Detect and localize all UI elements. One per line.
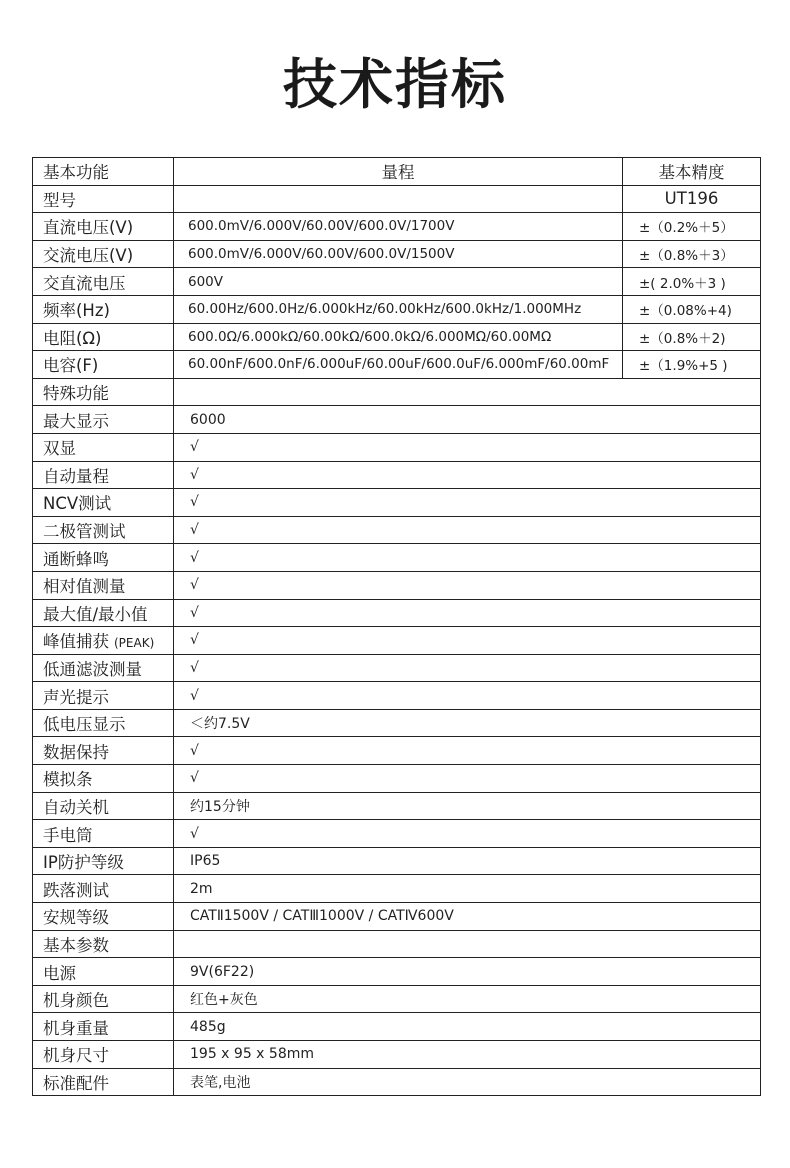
feature-name <box>33 737 174 765</box>
table-row <box>33 351 761 379</box>
feature-name <box>33 406 174 434</box>
measurement-range: 600.0Ω/6.000kΩ/60.00kΩ/600.0kΩ/6.000MΩ/60.00MΩ <box>174 323 623 351</box>
section-row-special <box>33 378 761 406</box>
measurement-range: 600.0mV/6.000V/60.00V/600.0V/1500V <box>174 240 623 268</box>
feature-name-text: 模拟条 <box>43 770 93 790</box>
feature-name-text: 安规等级 <box>43 908 109 928</box>
feature-name-text: IP防护等级 <box>43 853 124 873</box>
feature-name <box>33 516 174 544</box>
table-row <box>33 240 761 268</box>
param-name: 电源 <box>33 958 174 986</box>
measurement-accuracy: ±（0.8%＋2) <box>623 323 761 351</box>
table-row <box>33 1068 761 1096</box>
table-row <box>33 847 761 875</box>
measurement-name: 直流电压(V) <box>33 213 174 241</box>
feature-value: √ <box>174 654 761 682</box>
table-row <box>33 544 761 572</box>
feature-value: √ <box>174 737 761 765</box>
feature-value: √ <box>174 433 761 461</box>
table-row <box>33 654 761 682</box>
feature-value: 2m <box>174 875 761 903</box>
feature-value: √ <box>174 571 761 599</box>
table-row <box>33 516 761 544</box>
page-title: 技术指标 <box>283 53 507 116</box>
feature-name <box>33 627 174 655</box>
feature-value: √ <box>174 627 761 655</box>
param-name: 机身尺寸 <box>33 1041 174 1069</box>
measurement-accuracy: ±（0.2%＋5） <box>623 213 761 241</box>
feature-name <box>33 875 174 903</box>
feature-name-text: 峰值捕获 <box>43 632 109 652</box>
param-value: 9V(6F22) <box>174 958 761 986</box>
feature-name-text: 自动关机 <box>43 797 109 817</box>
param-name: 机身重量 <box>33 1013 174 1041</box>
feature-name-suffix: (PEAK) <box>114 636 155 651</box>
model-empty-cell <box>174 185 623 213</box>
measurement-accuracy: ±（0.8%＋3） <box>623 240 761 268</box>
measurement-name: 电阻(Ω) <box>33 323 174 351</box>
header-range: 量程 <box>174 158 623 186</box>
table-row <box>33 213 761 241</box>
table-row <box>33 295 761 323</box>
feature-name <box>33 709 174 737</box>
measurement-name: 电容(F) <box>33 351 174 379</box>
measurement-range: 600.0mV/6.000V/60.00V/600.0V/1700V <box>174 213 623 241</box>
param-name: 机身颜色 <box>33 985 174 1013</box>
feature-name <box>33 903 174 931</box>
table-row <box>33 433 761 461</box>
feature-value: √ <box>174 682 761 710</box>
model-label: 型号 <box>33 185 174 213</box>
feature-name <box>33 765 174 793</box>
section-row-basic <box>33 930 761 958</box>
feature-value: √ <box>174 820 761 848</box>
table-row <box>33 682 761 710</box>
feature-name-text: 低通滤波测量 <box>43 659 142 679</box>
table-row <box>33 268 761 296</box>
table-row <box>33 875 761 903</box>
table-row <box>33 903 761 931</box>
table-header-row <box>33 158 761 186</box>
feature-name-text: 低电压显示 <box>43 715 126 735</box>
feature-value: √ <box>174 544 761 572</box>
section-empty-cell <box>174 930 761 958</box>
table-row <box>33 709 761 737</box>
measurement-name: 交流电压(V) <box>33 240 174 268</box>
measurement-range: 60.00Hz/600.0Hz/6.000kHz/60.00kHz/600.0kHz/1.000MHz <box>174 295 623 323</box>
feature-name <box>33 682 174 710</box>
param-value: 表笔,电池 <box>174 1068 761 1096</box>
measurement-name: 交直流电压 <box>33 268 174 296</box>
feature-name-text: 跌落测试 <box>43 880 109 900</box>
param-value: 红色+灰色 <box>174 985 761 1013</box>
feature-value: √ <box>174 489 761 517</box>
feature-value: √ <box>174 461 761 489</box>
feature-name <box>33 654 174 682</box>
feature-value: CATⅡ1500V / CATⅢ1000V / CATⅣ600V <box>174 903 761 931</box>
param-value: 485g <box>174 1013 761 1041</box>
header-accuracy: 基本精度 <box>623 158 761 186</box>
table-row <box>33 958 761 986</box>
feature-value: √ <box>174 765 761 793</box>
feature-name <box>33 847 174 875</box>
measurement-name: 频率(Hz) <box>33 295 174 323</box>
measurement-range: 600V <box>174 268 623 296</box>
table-row <box>33 571 761 599</box>
feature-name <box>33 433 174 461</box>
feature-value: 约15分钟 <box>174 792 761 820</box>
measurement-range: 60.00nF/600.0nF/6.000uF/60.00uF/600.0uF/6.000mF/60.00mF <box>174 351 623 379</box>
model-row <box>33 185 761 213</box>
table-row <box>33 792 761 820</box>
feature-name-text: 二极管测试 <box>43 522 126 542</box>
section-label-special: 特殊功能 <box>33 378 174 406</box>
feature-name-text: 自动量程 <box>43 466 109 486</box>
table-row <box>33 985 761 1013</box>
feature-value: √ <box>174 599 761 627</box>
measurement-accuracy: ±( 2.0%＋3 ) <box>623 268 761 296</box>
feature-name <box>33 792 174 820</box>
table-row <box>33 406 761 434</box>
feature-name-text: 最大显示 <box>43 411 109 431</box>
feature-name <box>33 571 174 599</box>
measurement-accuracy: ±（0.08%+4) <box>623 295 761 323</box>
feature-value: √ <box>174 516 761 544</box>
table-row <box>33 599 761 627</box>
param-value: 195 x 95 x 58mm <box>174 1041 761 1069</box>
feature-name-text: 最大值/最小值 <box>43 604 148 624</box>
feature-name-text: 声光提示 <box>43 687 109 707</box>
feature-name <box>33 489 174 517</box>
table-row <box>33 461 761 489</box>
spec-table <box>32 157 761 1096</box>
feature-value: ＜约7.5V <box>174 709 761 737</box>
feature-name-text: 通断蜂鸣 <box>43 549 109 569</box>
feature-name-text: 双显 <box>43 439 76 459</box>
table-row <box>33 489 761 517</box>
table-row <box>33 1041 761 1069</box>
table-row <box>33 323 761 351</box>
table-row <box>33 820 761 848</box>
table-row <box>33 765 761 793</box>
table-row <box>33 737 761 765</box>
feature-name <box>33 544 174 572</box>
feature-value: 6000 <box>174 406 761 434</box>
section-empty-cell <box>174 378 761 406</box>
feature-value: IP65 <box>174 847 761 875</box>
feature-name <box>33 820 174 848</box>
section-label-basic: 基本参数 <box>33 930 174 958</box>
table-row <box>33 1013 761 1041</box>
feature-name-text: 手电筒 <box>43 825 93 845</box>
feature-name-text: NCV测试 <box>43 494 112 514</box>
feature-name <box>33 599 174 627</box>
measurement-accuracy: ±（1.9%+5 ) <box>623 351 761 379</box>
model-value: UT196 <box>623 185 761 213</box>
table-row <box>33 627 761 655</box>
feature-name <box>33 461 174 489</box>
feature-name-text: 相对值测量 <box>43 577 126 597</box>
header-function: 基本功能 <box>33 158 174 186</box>
param-name: 标准配件 <box>33 1068 174 1096</box>
feature-name-text: 数据保持 <box>43 742 109 762</box>
